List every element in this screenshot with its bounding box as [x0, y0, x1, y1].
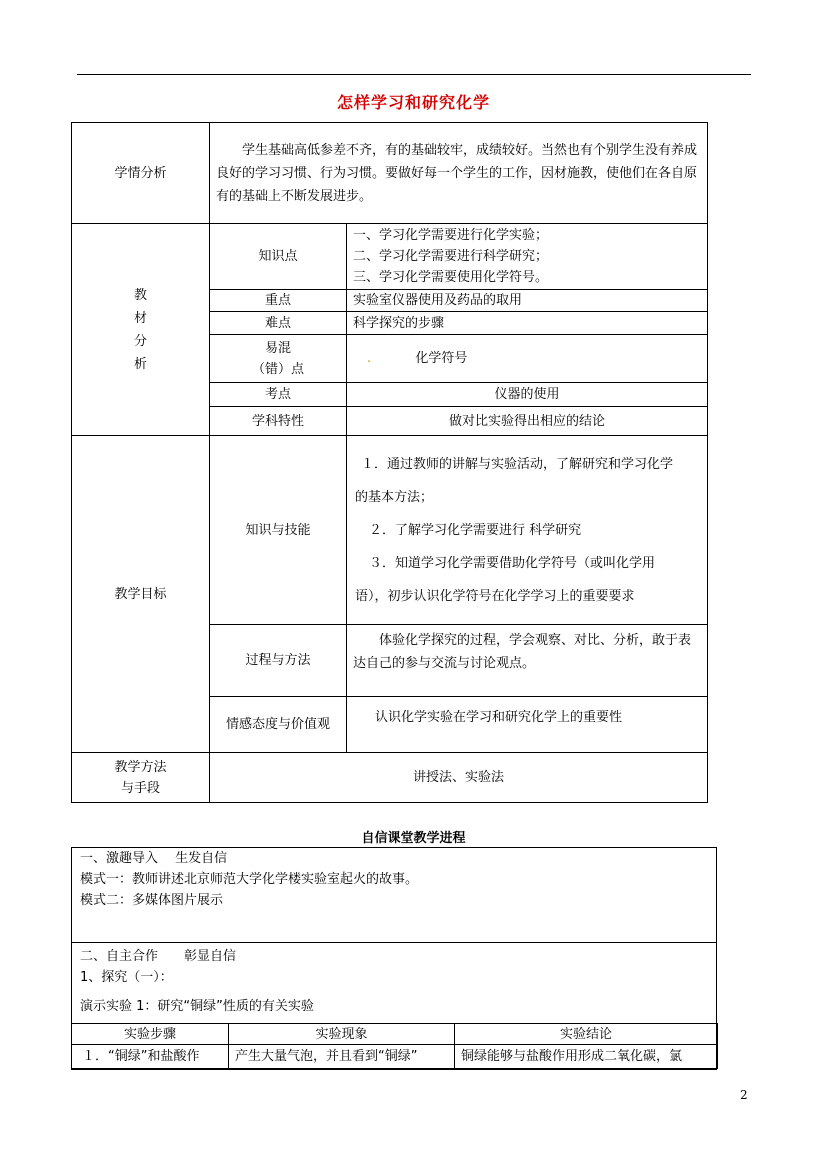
part2-demo: 演示实验 1：研究“铜绿”性质的有关实验 — [80, 999, 314, 1014]
part1-box — [71, 847, 717, 943]
goals-label: 教学目标 — [72, 436, 210, 753]
table-header: 实验现象 — [229, 1024, 455, 1045]
confuse-dot: . — [367, 351, 372, 366]
feature-label: 学科特性 — [210, 407, 347, 436]
difficult-label: 难点 — [210, 312, 347, 335]
confuse-label: 易混 （错）点 — [210, 335, 347, 383]
header-rule — [77, 74, 751, 75]
exam-value: 仪器的使用 — [347, 383, 708, 407]
table-cell: 铜绿能够与盐酸作用形成二氧化碳，氯 — [455, 1045, 718, 1069]
emotion-label: 情感态度与价值观 — [210, 697, 347, 753]
process-label: 过程与方法 — [210, 625, 347, 697]
analysis-text: 学生基础高低参差不齐，有的基础较牢，成绩较好。当然也有个别学生没有养成良好的学习习惯、行为习惯。要做好每一个学生的工作，因材施教，使他们在各自原有的基础上不断发展进步。 — [210, 123, 708, 224]
part2-heading: 二、自主合作 彰显自信 — [80, 949, 237, 964]
part1-line: 模式一：教师讲述北京师范大学化学楼实验室起火的故事。 — [80, 872, 419, 887]
material-label: 教 材 分 析 — [72, 224, 210, 436]
process-text: 体验化学探究的过程，学会观察、对比、分析，敢于表达自己的参与交流与讨论观点。 — [347, 625, 708, 697]
experiment-table — [71, 1023, 718, 1069]
emotion-text: 认识化学实验在学习和研究化学上的重要性 — [347, 697, 708, 753]
part1-heading: 一、激趣导入 生发自信 — [80, 851, 228, 866]
skill-label: 知识与技能 — [210, 436, 347, 625]
feature-value: 做对比实验得出相应的结论 — [347, 407, 708, 436]
lesson-plan-table — [71, 122, 708, 803]
page-number: 2 — [740, 1088, 748, 1102]
method-value: 讲授法、实验法 — [210, 753, 708, 803]
method-label: 教学方法 与手段 — [72, 753, 210, 803]
table-cell: １．“铜绿”和盐酸作 — [72, 1045, 229, 1069]
section-title: 自信课堂教学进程 — [361, 831, 466, 846]
knowledge-label: 知识点 — [210, 224, 347, 290]
confuse-value-cell — [347, 335, 708, 383]
confuse-value: 化学符号 — [415, 351, 468, 366]
key-value: 实验室仪器使用及药品的取用 — [347, 290, 708, 312]
page-title: 怎样学习和研究化学 — [336, 93, 490, 112]
table-cell: 产生大量气泡，并且看到“铜绿” — [229, 1045, 455, 1069]
part1-line: 模式二：多媒体图片展示 — [80, 893, 224, 908]
knowledge-items: 一、学习化学需要进行化学实验； 二、学习化学需要进行科学研究； 三、学习化学需要使用化学符号。 — [347, 224, 708, 290]
table-header: 实验结论 — [455, 1024, 718, 1045]
exam-label: 考点 — [210, 383, 347, 407]
skill-lines: １．通过教师的讲解与实验活动，了解研究和学习化学 的基本方法； ２．了解学习化学需要进行 科学研究 ３．知道学习化学需要借助化学符号（或叫化学用 语），初步认识化学符号在化学学习上的重要要求 — [347, 436, 708, 625]
difficult-value: 科学探究的步骤 — [347, 312, 708, 335]
part2-sub: 1、探究（一）： — [80, 970, 173, 985]
table-header: 实验步骤 — [72, 1024, 229, 1045]
analysis-label: 学情分析 — [72, 123, 210, 224]
key-label: 重点 — [210, 290, 347, 312]
